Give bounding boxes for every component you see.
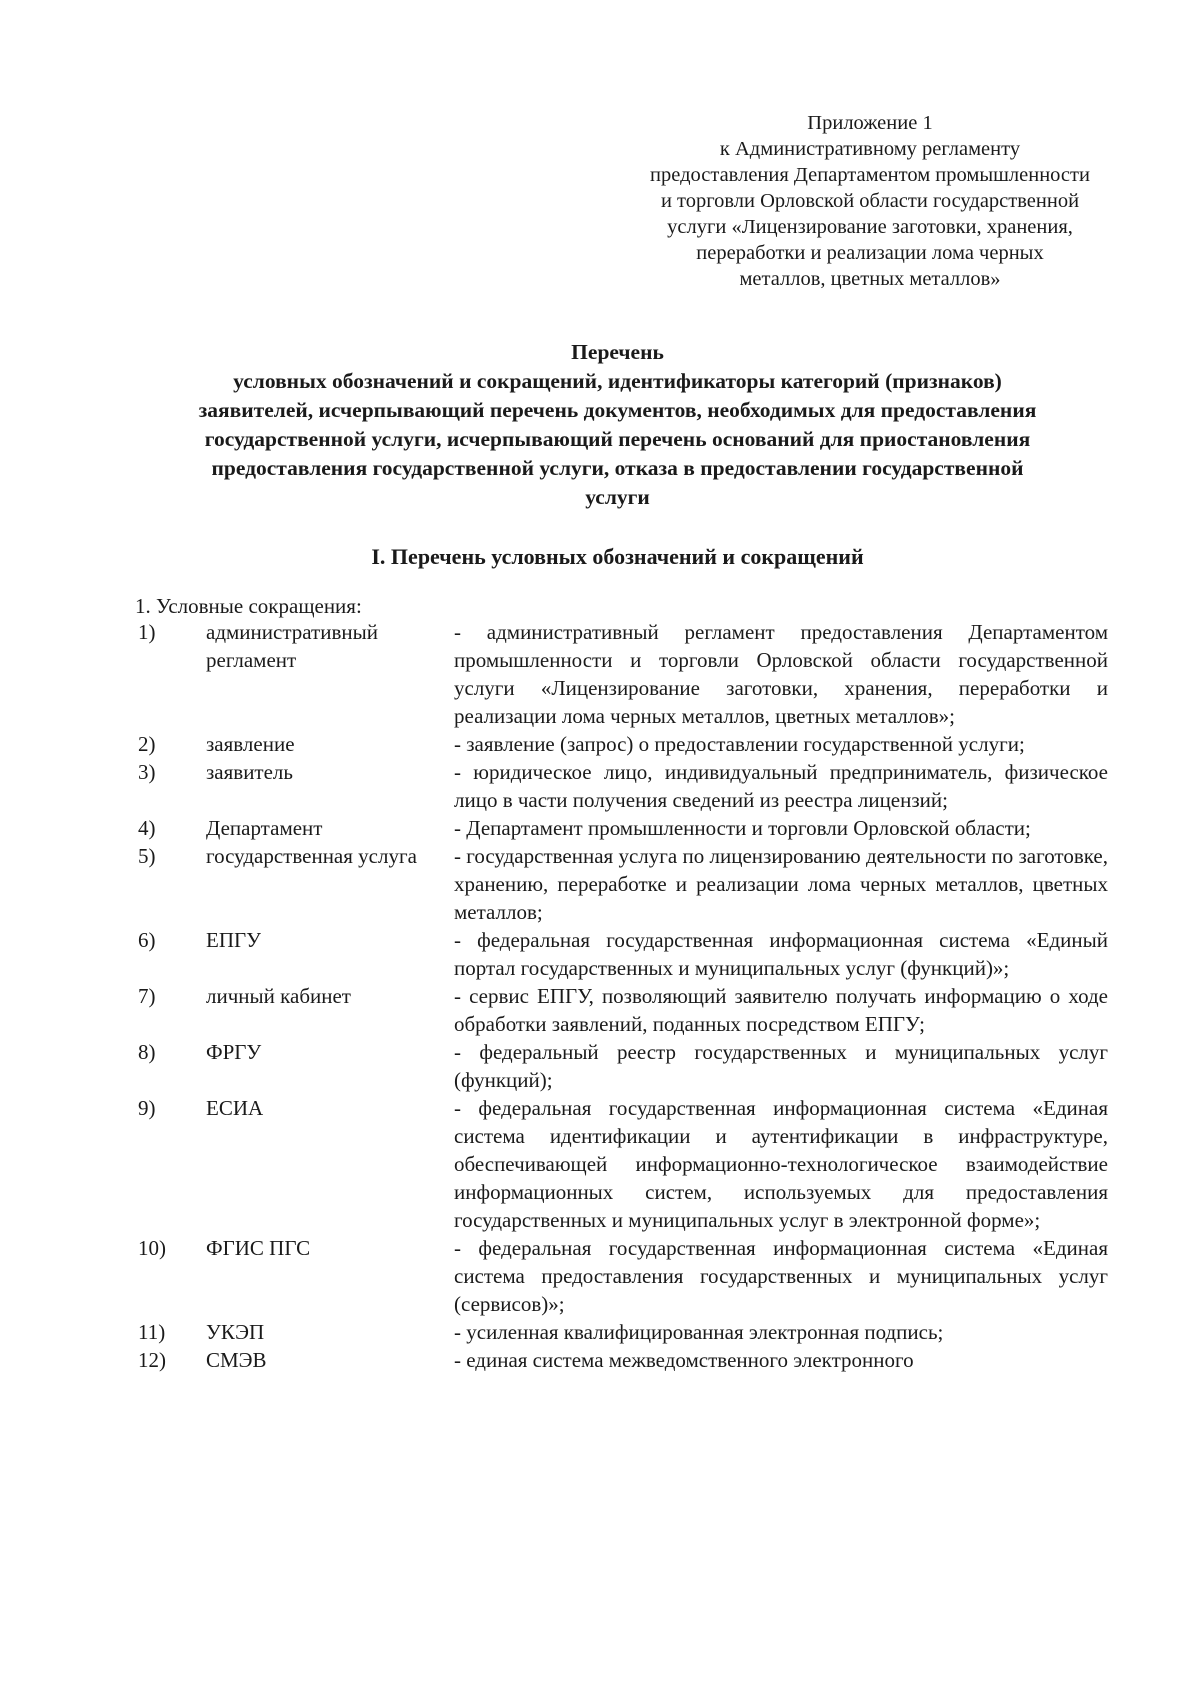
appendix-line: предоставления Департаментом промышленности: [650, 164, 1090, 186]
list-item: [138, 926, 1108, 982]
item-definition: - федеральная государственная информационная система «Единая система предоставления государственных и муниципальных услуг (сервисов)»;: [454, 1236, 1108, 1316]
list-item: [138, 1346, 1108, 1374]
item-number: 2): [138, 732, 156, 756]
appendix-line: и торговли Орловской области государственной: [660, 190, 1080, 212]
list-item: [138, 1094, 1108, 1234]
list-item: [138, 758, 1108, 814]
appendix-line: к Административному регламенту: [719, 138, 1021, 160]
list-item: [138, 618, 1108, 730]
item-definition: - федеральная государственная информационная система «Единый портал государственных и муниципальных услуг (функций)»;: [454, 928, 1108, 980]
item-term: ФГИС ПГС: [206, 1236, 311, 1260]
list-item: [138, 1318, 1108, 1346]
item-number: 11): [138, 1320, 166, 1344]
item-term: заявление: [206, 732, 295, 756]
list-item: [138, 730, 1108, 758]
title-line: услуги: [585, 485, 650, 509]
item-number: 8): [138, 1040, 156, 1064]
item-term: административный регламент: [206, 620, 378, 672]
item-definition: - сервис ЕПГУ, позволяющий заявителю получать информацию о ходе обработки заявлений, поданных посредством ЕПГУ;: [454, 984, 1108, 1036]
list-item: [138, 1234, 1108, 1318]
abbreviations-lead: 1. Условные сокращения:: [135, 594, 362, 618]
item-number: 4): [138, 816, 156, 840]
item-number: 10): [138, 1236, 166, 1260]
item-term: государственная услуга: [206, 844, 417, 868]
item-definition: - заявление (запрос) о предоставлении государственной услуги;: [454, 732, 1025, 756]
list-item: [138, 982, 1108, 1038]
item-definition: - административный регламент предоставления Департаментом промышленности и торговли Орловской области государственной услуги «Лицензирование заготовки, хранения, переработки и реализации лома черных металлов, цветных металлов»;: [454, 620, 1108, 728]
item-definition: - усиленная квалифицированная электронная подпись;: [454, 1320, 944, 1344]
item-number: 6): [138, 928, 156, 952]
item-definition: - государственная услуга по лицензированию деятельности по заготовке, хранению, переработке и реализации лома черных металлов, цветных металлов;: [454, 844, 1108, 924]
item-term: ФРГУ: [206, 1040, 262, 1064]
item-number: 5): [138, 844, 156, 868]
title-line: государственной услуги, исчерпывающий перечень оснований для приостановления: [204, 427, 1031, 451]
item-term: личный кабинет: [206, 984, 351, 1008]
item-term: Департамент: [206, 816, 323, 840]
item-number: 7): [138, 984, 156, 1008]
item-definition: - федеральная государственная информационная система «Единая система идентификации и аутентификации в инфраструктуре, обеспечивающей информационно-технологическое взаимодействие информационных систем, используемых для предоставления государственных и муниципальных услуг в электронной форме»;: [454, 1096, 1108, 1232]
title-line: условных обозначений и сокращений, идентификаторы категорий (признаков): [233, 369, 1002, 393]
item-term: ЕПГУ: [206, 928, 262, 952]
item-number: 12): [138, 1348, 166, 1372]
item-term: СМЭВ: [206, 1348, 267, 1372]
appendix-line: переработки и реализации лома черных: [696, 242, 1044, 264]
item-definition: - юридическое лицо, индивидуальный предприниматель, физическое лицо в части получения сведений из реестра лицензий;: [454, 760, 1108, 812]
item-definition: - Департамент промышленности и торговли Орловской области;: [454, 816, 1031, 840]
list-item: [138, 1038, 1108, 1094]
item-number: 9): [138, 1096, 156, 1120]
item-term: заявитель: [206, 760, 293, 784]
title-line: предоставления государственной услуги, отказа в предоставлении государственной: [211, 456, 1024, 480]
item-term: УКЭП: [206, 1320, 265, 1344]
list-item: [138, 814, 1108, 842]
appendix-line: услуги «Лицензирование заготовки, хранения,: [667, 216, 1073, 238]
abbreviations-list: [138, 618, 1108, 1374]
list-item: [138, 842, 1108, 926]
appendix-line: металлов, цветных металлов»: [739, 268, 1001, 290]
document-title: [130, 338, 1105, 512]
appendix-reference: [620, 110, 1120, 292]
item-definition: - федеральный реестр государственных и муниципальных услуг (функций);: [454, 1040, 1108, 1092]
item-definition: - единая система межведомственного электронного: [454, 1348, 914, 1372]
section-heading: I. Перечень условных обозначений и сокращений: [371, 544, 864, 569]
title-line: заявителей, исчерпывающий перечень документов, необходимых для предоставления: [198, 398, 1037, 422]
appendix-line: Приложение 1: [807, 112, 933, 134]
title-line: Перечень: [571, 340, 664, 364]
item-number: 1): [138, 620, 156, 644]
item-number: 3): [138, 760, 156, 784]
item-term: ЕСИА: [206, 1096, 264, 1120]
